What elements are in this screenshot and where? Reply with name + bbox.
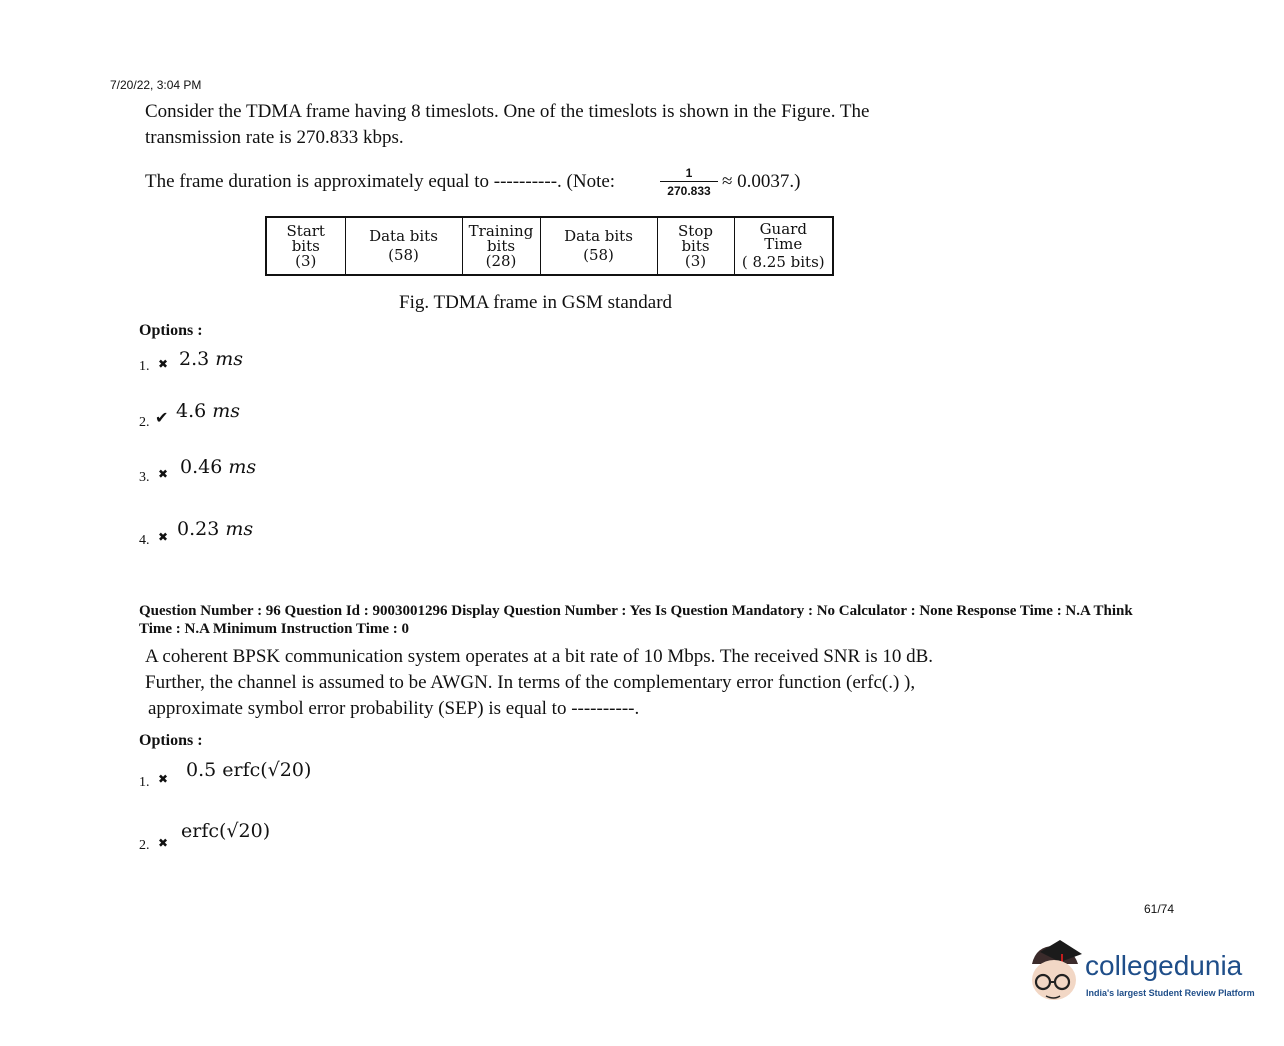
- option-value: 0.23 ms: [177, 518, 254, 540]
- cross-icon: ✖: [158, 836, 169, 850]
- page-number: 61/74: [1144, 902, 1175, 916]
- option-number: 2.: [139, 415, 150, 430]
- question-text-line: Consider the TDMA frame having 8 timeslots. One of the timeslots is shown in the Figure. The: [145, 101, 870, 122]
- cell-guard-time: Guard Time ( 8.25 bits): [734, 217, 833, 275]
- option-number: 4.: [139, 533, 150, 548]
- option-value: 4.6 ms: [176, 400, 241, 422]
- question-metadata: Question Number : 96 Question Id : 9003001296 Display Question Number : Yes Is Question Mandatory : No Calculator : None Response Time : N.A Think Time : N.A Minimum Instruction Time : 0: [139, 603, 1133, 637]
- note-fraction: [660, 166, 718, 200]
- option-number: 2.: [139, 838, 150, 853]
- logo-tagline: India's largest Student Review Platform: [1086, 988, 1255, 998]
- check-icon: ✔: [155, 408, 169, 427]
- question-text-line: transmission rate is 270.833 kbps.: [145, 127, 404, 148]
- cross-icon: ✖: [158, 772, 169, 786]
- cross-icon: ✖: [158, 467, 169, 481]
- cell-training-bits: Training bits (28): [462, 217, 540, 275]
- cell-data-bits-1: Data bits (58): [345, 217, 462, 275]
- question-text-line: A coherent BPSK communication system operates at a bit rate of 10 Mbps. The received SNR is 10 dB.: [145, 646, 934, 667]
- figure-caption: Fig. TDMA frame in GSM standard: [399, 292, 673, 313]
- question-text-line: Further, the channel is assumed to be AWGN. In terms of the complementary error function (erfc(.) ),: [145, 672, 916, 693]
- print-timestamp: 7/20/22, 3:04 PM: [110, 78, 202, 92]
- fraction-numerator: 1: [660, 166, 718, 182]
- cross-icon: ✖: [158, 357, 169, 371]
- option-number: 1.: [139, 775, 150, 790]
- option-number: 3.: [139, 470, 150, 485]
- mascot-icon: [1026, 938, 1084, 1008]
- fraction-denominator: 270.833: [667, 184, 711, 198]
- cell-data-bits-2: Data bits (58): [540, 217, 657, 275]
- cell-start-bits: Start bits (3): [266, 217, 345, 275]
- collegedunia-logo[interactable]: [1026, 938, 1266, 1008]
- options-label: Options :: [139, 322, 203, 339]
- logo-wordmark: collegedunia: [1085, 950, 1243, 981]
- question-text-line: The frame duration is approximately equal to ----------. (Note:: [145, 171, 616, 192]
- question-text-line: approximate symbol error probability (SEP) is equal to ----------.: [148, 698, 640, 719]
- tdma-timeslot-table: [265, 216, 834, 276]
- option-value: erfc(√20): [181, 820, 271, 842]
- option-value: 0.46 ms: [180, 456, 257, 478]
- note-approx: ≈ 0.0037.): [722, 171, 801, 192]
- option-value: 2.3 ms: [179, 348, 244, 370]
- cell-stop-bits: Stop bits (3): [657, 217, 734, 275]
- option-number: 1.: [139, 359, 150, 374]
- options-label: Options :: [139, 732, 203, 749]
- cross-icon: ✖: [158, 530, 169, 544]
- option-value: 0.5 erfc(√20): [186, 759, 312, 781]
